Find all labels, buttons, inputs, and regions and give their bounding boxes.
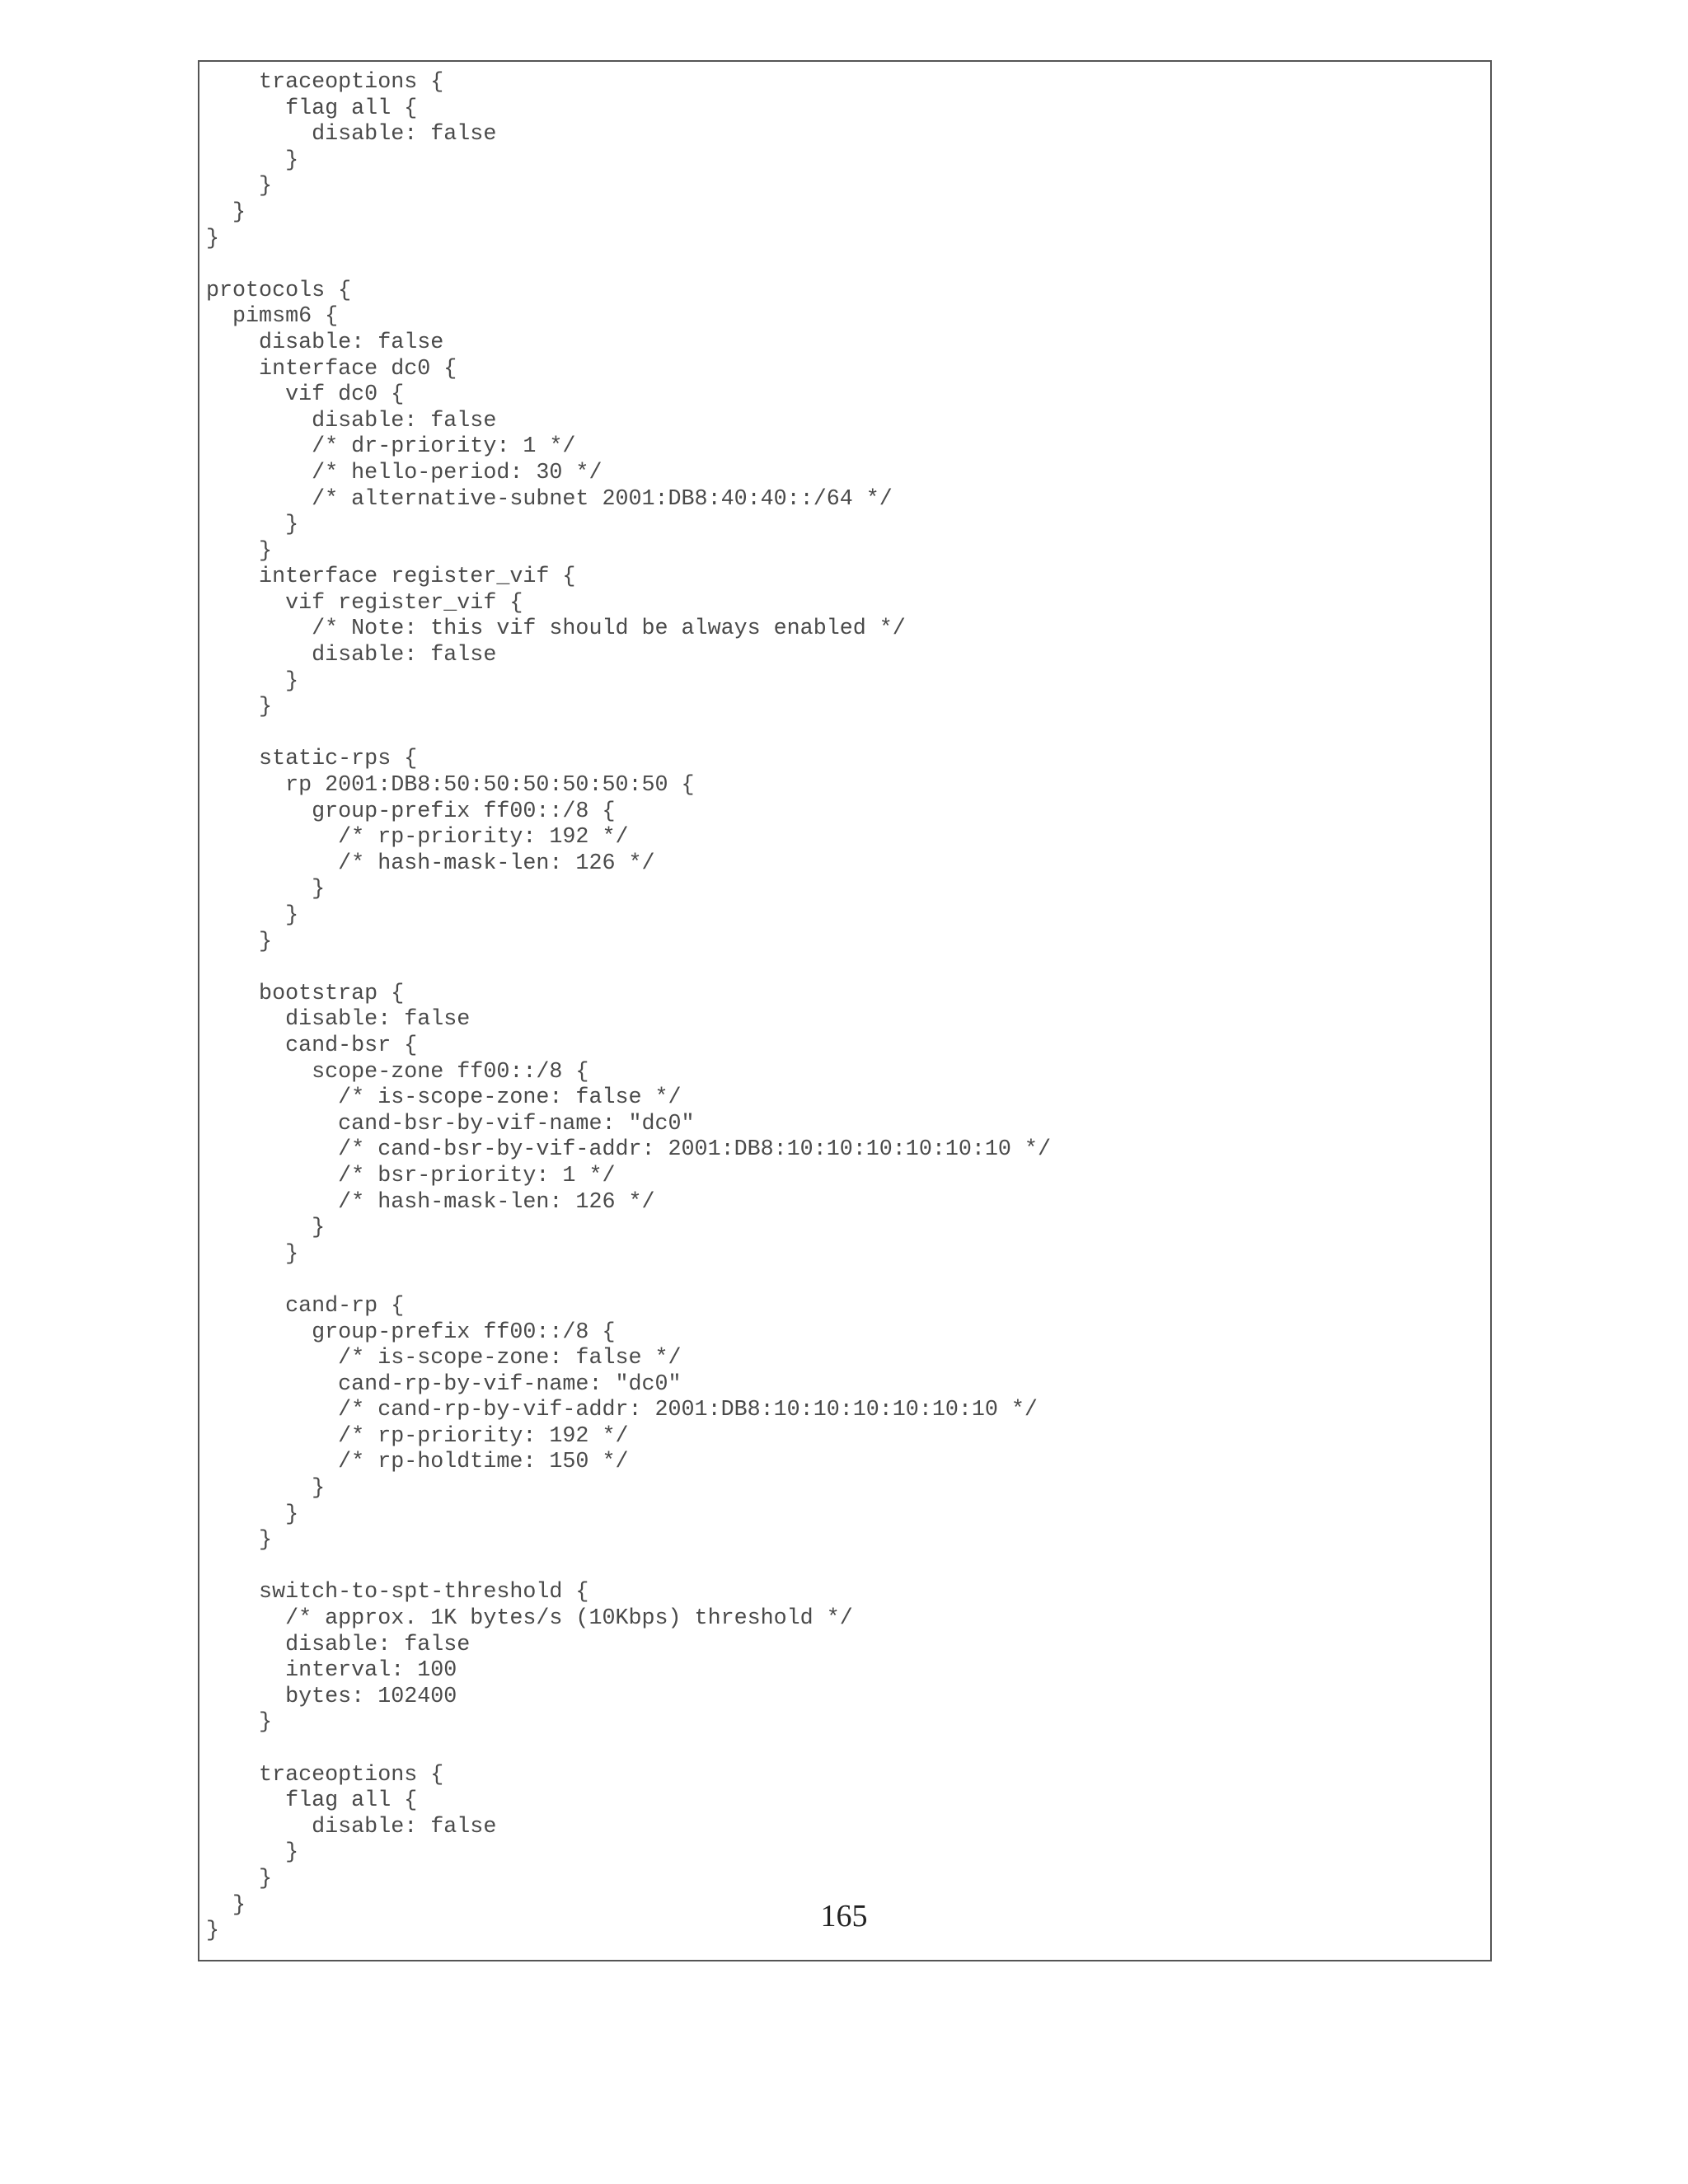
code-line: /* bsr-priority: 1 */ — [206, 1163, 616, 1188]
code-line — [206, 955, 1051, 982]
code-line: } — [206, 226, 220, 251]
code-line — [206, 252, 1051, 279]
code-line: protocols { — [206, 278, 352, 303]
code-line: } — [206, 1919, 220, 1944]
code-line: bootstrap { — [206, 981, 405, 1006]
code-line: /* hash-mask-len: 126 */ — [206, 1189, 655, 1215]
code-line: } — [206, 513, 299, 538]
code-line: traceoptions { — [206, 70, 444, 95]
code-line: } — [206, 1241, 299, 1267]
code-line: } — [206, 199, 246, 225]
code-line: } — [206, 903, 299, 928]
code-line: } — [206, 1866, 273, 1891]
code-line: rp 2001:DB8:50:50:50:50:50:50 { — [206, 773, 695, 799]
code-line: } — [206, 1476, 326, 1502]
code-listing — [206, 70, 1051, 1945]
code-line: /* Note: this vif should be always enabled */ — [206, 616, 906, 642]
code-line: disable: false — [206, 408, 497, 434]
code-line: /* alternative-subnet 2001:DB8:40:40::/64 */ — [206, 486, 893, 512]
code-line: /* hash-mask-len: 126 */ — [206, 851, 655, 876]
code-line: vif register_vif { — [206, 590, 523, 616]
code-line: } — [206, 1528, 273, 1554]
code-line: cand-bsr-by-vif-name: "dc0" — [206, 1111, 695, 1137]
code-line — [206, 721, 1051, 748]
code-line: } — [206, 1710, 273, 1736]
code-line: switch-to-spt-threshold { — [206, 1580, 589, 1605]
code-line: interval: 100 — [206, 1658, 457, 1684]
code-line: disable: false — [206, 1632, 471, 1657]
page-number: 165 — [820, 1899, 868, 1933]
code-line: disable: false — [206, 1814, 497, 1840]
code-line: flag all { — [206, 96, 418, 121]
code-line — [206, 1554, 1051, 1581]
code-line — [206, 1268, 1051, 1294]
code-line: /* cand-rp-by-vif-addr: 2001:DB8:10:10:10:10:10:10 */ — [206, 1398, 1038, 1423]
code-line: cand-rp { — [206, 1293, 405, 1319]
code-line: /* cand-bsr-by-vif-addr: 2001:DB8:10:10:10:10:10:10 */ — [206, 1137, 1051, 1163]
code-line: } — [206, 877, 326, 902]
code-line: disable: false — [206, 122, 497, 148]
code-line: /* rp-priority: 192 */ — [206, 825, 629, 851]
code-line: } — [206, 929, 273, 954]
code-line: } — [206, 1216, 326, 1241]
code-line: /* is-scope-zone: false */ — [206, 1085, 682, 1111]
code-line: group-prefix ff00::/8 { — [206, 1319, 616, 1345]
code-line: } — [206, 538, 273, 564]
code-line: /* rp-holdtime: 150 */ — [206, 1450, 629, 1475]
code-line: group-prefix ff00::/8 { — [206, 799, 616, 824]
code-line: vif dc0 { — [206, 382, 405, 408]
code-line: flag all { — [206, 1788, 418, 1814]
code-line: pimsm6 { — [206, 304, 339, 330]
code-line: /* rp-priority: 192 */ — [206, 1423, 629, 1449]
code-line: interface register_vif { — [206, 565, 576, 590]
code-line: cand-bsr { — [206, 1033, 418, 1058]
code-line: scope-zone ff00::/8 { — [206, 1059, 589, 1085]
code-line: static-rps { — [206, 747, 418, 772]
code-line: } — [206, 1892, 246, 1918]
code-line: cand-rp-by-vif-name: "dc0" — [206, 1371, 682, 1397]
code-line: /* hello-period: 30 */ — [206, 460, 603, 485]
code-line: interface dc0 { — [206, 356, 457, 382]
code-line: disable: false — [206, 330, 444, 355]
code-line: } — [206, 148, 299, 173]
code-line: } — [206, 695, 273, 720]
code-line — [206, 1736, 1051, 1763]
code-line: bytes: 102400 — [206, 1684, 457, 1709]
code-line: disable: false — [206, 643, 497, 668]
code-line: } — [206, 174, 273, 199]
code-line: /* is-scope-zone: false */ — [206, 1346, 682, 1371]
code-line: /* approx. 1K bytes/s (10Kbps) threshold */ — [206, 1606, 853, 1632]
code-line: } — [206, 1840, 299, 1866]
code-line: traceoptions { — [206, 1762, 444, 1788]
code-line: } — [206, 1502, 299, 1527]
code-line: } — [206, 668, 299, 694]
code-line: /* dr-priority: 1 */ — [206, 434, 576, 460]
code-line: disable: false — [206, 1007, 471, 1033]
code-listing-frame — [198, 60, 1492, 1961]
